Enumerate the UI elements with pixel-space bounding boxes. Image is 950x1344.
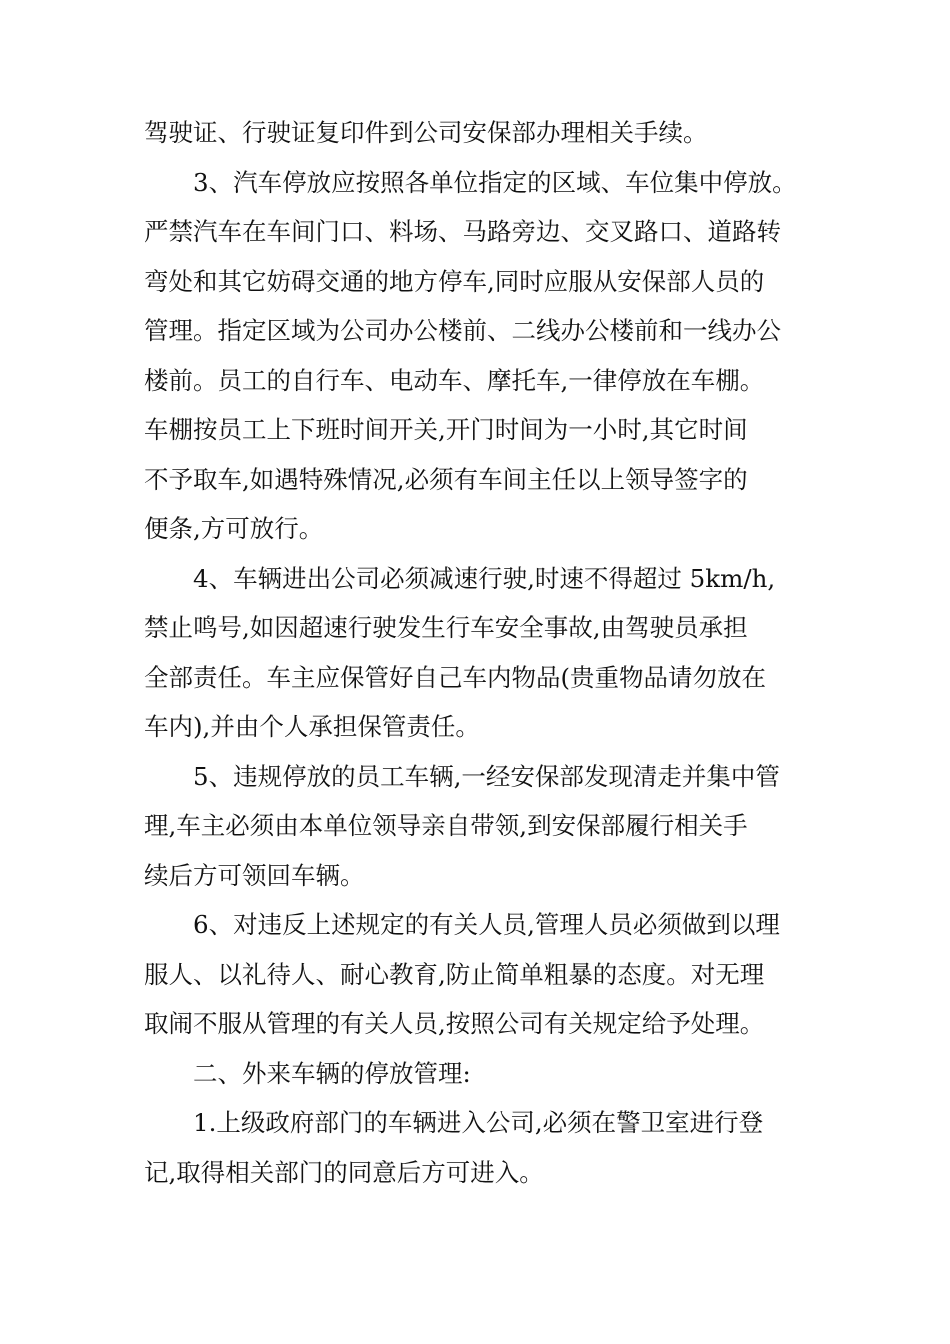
- text-line: 续后方可领回车辆。: [144, 860, 365, 890]
- text-line: 二、外来车辆的停放管理:: [193, 1058, 471, 1088]
- text-line: 4、车辆进出公司必须减速行驶,时速不得超过 5km/h,: [193, 563, 776, 593]
- text-line: 驾驶证、行驶证复印件到公司安保部办理相关手续。: [144, 118, 708, 147]
- text-line: 严禁汽车在车间门口、料场、马路旁边、交叉路口、道路转: [144, 217, 781, 246]
- text-line: 管理。指定区域为公司办公楼前、二线办公楼前和一线办公: [144, 316, 781, 345]
- document-body: [144, 108, 824, 1197]
- text-line: 5、违规停放的员工车辆,一经安保部发现清走并集中管: [193, 761, 780, 791]
- text-line: 1.上级政府部门的车辆进入公司,必须在警卫室进行登: [193, 1108, 764, 1137]
- text-line: 服人、以礼待人、耐心教育,防止简单粗暴的态度。对无理: [144, 959, 765, 989]
- text-line: 便条,方可放行。: [144, 514, 324, 543]
- text-line: 6、对违反上述规定的有关人员,管理人员必须做到以理: [193, 910, 780, 939]
- text-line: 楼前。员工的自行车、电动车、摩托车,一律停放在车棚。: [144, 365, 765, 395]
- text-line: 车棚按员工上下班时间开关,开门时间为一小时,其它时间: [144, 415, 748, 444]
- text-line: 理,车主必须由本单位领导亲自带领,到安保部履行相关手: [144, 811, 748, 840]
- text-line: 取闹不服从管理的有关人员,按照公司有关规定给予处理。: [144, 1009, 765, 1038]
- text-line: 弯处和其它妨碍交通的地方停车,同时应服从安保部人员的: [144, 266, 765, 296]
- text-line: 3、汽车停放应按照各单位指定的区域、车位集中停放。: [193, 167, 797, 197]
- text-line: 全部责任。车主应保管好自己车内物品(贵重物品请勿放在: [144, 662, 767, 692]
- text-line: 不予取车,如遇特殊情况,必须有车间主任以上领导签字的: [144, 464, 748, 494]
- text-line: 记,取得相关部门的同意后方可进入。: [144, 1157, 544, 1187]
- text-line: 车内),并由个人承担保管责任。: [144, 712, 480, 741]
- text-line: 禁止鸣号,如因超速行驶发生行车安全事故,由驾驶员承担: [144, 613, 748, 642]
